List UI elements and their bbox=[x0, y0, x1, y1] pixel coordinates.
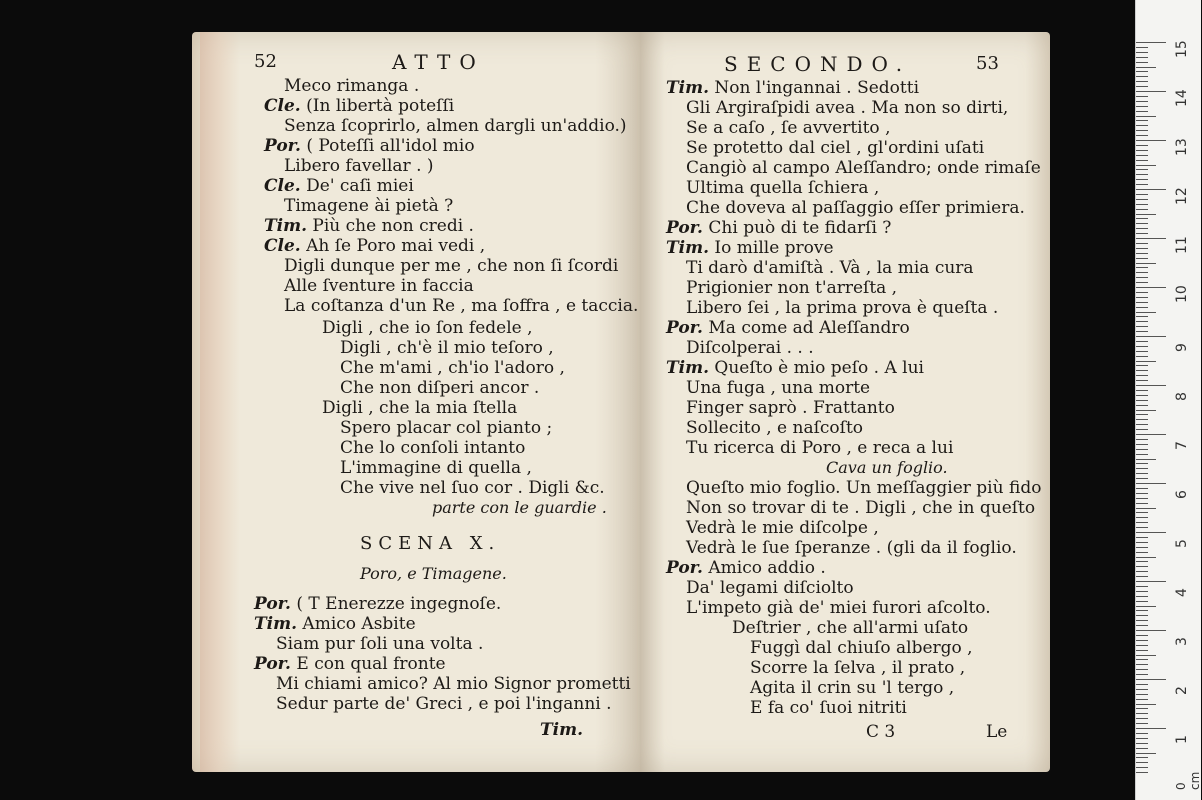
ruler-tick-minor bbox=[1136, 361, 1156, 362]
stage-direction: Cava un foglio. bbox=[826, 458, 948, 477]
text-line: Senza ſcoprirlo, almen dargli un'addio.) bbox=[284, 116, 627, 136]
ruler-tick-minor bbox=[1136, 351, 1148, 352]
text-line: Vedrà le ſue ſperanze . (gli da il foglio. bbox=[686, 538, 1017, 558]
ruler-tick-minor bbox=[1136, 341, 1148, 342]
text-line: Digli , che io ſon fedele , bbox=[322, 318, 533, 338]
ruler-tick-minor bbox=[1136, 380, 1148, 381]
ruler-tick-major bbox=[1136, 728, 1166, 729]
ruler-tick-major bbox=[1136, 287, 1166, 288]
text-line: Sedur parte de' Greci , e poi l'inganni . bbox=[276, 694, 612, 714]
text-line: Queſto mio foglio. Un meſſaggier più fido bbox=[686, 478, 1042, 498]
ruler-tick-minor bbox=[1136, 601, 1148, 602]
ruler-tick-minor bbox=[1136, 390, 1148, 391]
ruler-tick-minor bbox=[1136, 414, 1148, 415]
ruler-tick-minor bbox=[1136, 512, 1148, 513]
ruler-tick-minor bbox=[1136, 552, 1148, 553]
ruler-tick-minor bbox=[1136, 125, 1148, 126]
ruler-tick-minor bbox=[1136, 130, 1148, 131]
ruler-tick-minor bbox=[1136, 606, 1156, 607]
ruler-tick-minor bbox=[1136, 591, 1148, 592]
ruler-tick-minor bbox=[1136, 101, 1148, 102]
measuring-ruler bbox=[1135, 0, 1201, 800]
ruler-tick-minor bbox=[1136, 762, 1148, 763]
text-line: Che doveva al paſſaggio eſſer primiera. bbox=[686, 198, 1025, 218]
text-line: La coſtanza d'un Re , ma ſoffra , e taccia. bbox=[284, 296, 639, 316]
ruler-number: 15 bbox=[1174, 40, 1190, 58]
text-line: Agita il crin su 'l tergo , bbox=[750, 678, 955, 698]
ruler-tick-minor bbox=[1136, 331, 1148, 332]
text-line: Cle. (In libertà poteſſi bbox=[264, 96, 455, 116]
ruler-tick-minor bbox=[1136, 218, 1148, 219]
ruler-number: 8 bbox=[1174, 392, 1190, 401]
text-line: Por. Ma come ad Aleſſandro bbox=[666, 318, 910, 338]
text-line: Vedrà le mie diſcolpe , bbox=[686, 518, 879, 538]
text-line: Mi chiami amico? Al mio Signor prometti bbox=[276, 674, 631, 694]
ruler-tick-minor bbox=[1136, 478, 1148, 479]
ruler-tick-minor bbox=[1136, 772, 1148, 773]
left-page bbox=[192, 32, 640, 772]
ruler-tick-minor bbox=[1136, 596, 1148, 597]
text-line: Che vive nel ſuo cor . Digli &c. bbox=[340, 478, 605, 498]
ruler-tick-minor bbox=[1136, 155, 1148, 156]
ruler-tick-minor bbox=[1136, 199, 1148, 200]
ruler-tick-minor bbox=[1136, 689, 1148, 690]
text-line: Cle. De' caſi miei bbox=[264, 176, 414, 196]
ruler-tick-minor bbox=[1136, 547, 1148, 548]
ruler-tick-minor bbox=[1136, 527, 1148, 528]
left-page-number: 52 bbox=[254, 51, 277, 72]
ruler-tick-major bbox=[1136, 42, 1166, 43]
ruler-tick-minor bbox=[1136, 228, 1148, 229]
text-line: Libero favellar . ) bbox=[284, 156, 434, 176]
ruler-tick-major bbox=[1136, 532, 1166, 533]
ruler-tick-minor bbox=[1136, 76, 1148, 77]
text-line: L'immagine di quella , bbox=[340, 458, 532, 478]
ruler-tick-minor bbox=[1136, 674, 1148, 675]
ruler-tick-minor bbox=[1136, 223, 1148, 224]
text-line: Libero ſei , la prima prova è queſta . bbox=[686, 298, 999, 318]
text-line: Por. Amico addio . bbox=[666, 558, 826, 578]
ruler-tick-minor bbox=[1136, 57, 1148, 58]
ruler-tick-major bbox=[1136, 189, 1166, 190]
ruler-number: 3 bbox=[1174, 637, 1190, 646]
ruler-number: 2 bbox=[1174, 686, 1190, 695]
ruler-tick-minor bbox=[1136, 356, 1148, 357]
text-line: Siam pur ſoli una volta . bbox=[276, 634, 484, 654]
text-line: Finger saprò . Frattanto bbox=[686, 398, 895, 418]
ruler-tick-minor bbox=[1136, 150, 1148, 151]
ruler-tick-minor bbox=[1136, 620, 1148, 621]
ruler-tick-minor bbox=[1136, 625, 1148, 626]
ruler-tick-minor bbox=[1136, 71, 1148, 72]
ruler-tick-minor bbox=[1136, 561, 1148, 562]
text-line: Una fuga , una morte bbox=[686, 378, 871, 398]
ruler-tick-minor bbox=[1136, 615, 1148, 616]
open-book bbox=[192, 32, 1062, 782]
ruler-tick-minor bbox=[1136, 346, 1148, 347]
ruler-number: 12 bbox=[1174, 187, 1190, 205]
ruler-tick-minor bbox=[1136, 263, 1156, 264]
ruler-tick-minor bbox=[1136, 748, 1148, 749]
ruler-tick-minor bbox=[1136, 517, 1148, 518]
ruler-tick-minor bbox=[1136, 537, 1148, 538]
ruler-tick-minor bbox=[1136, 468, 1148, 469]
ruler-tick-minor bbox=[1136, 718, 1148, 719]
ruler-tick-minor bbox=[1136, 248, 1148, 249]
ruler-tick-minor bbox=[1136, 424, 1148, 425]
ruler-tick-minor bbox=[1136, 508, 1156, 509]
ruler-tick-minor bbox=[1136, 743, 1148, 744]
ruler-tick-minor bbox=[1136, 52, 1148, 53]
text-line: Alle ſventure in faccia bbox=[284, 276, 474, 296]
catchword: Le bbox=[986, 722, 1008, 742]
ruler-tick-minor bbox=[1136, 375, 1148, 376]
ruler-tick-minor bbox=[1136, 694, 1148, 695]
text-line: Spero placar col pianto ; bbox=[340, 418, 553, 438]
ruler-number: 5 bbox=[1174, 539, 1190, 548]
ruler-tick-minor bbox=[1136, 160, 1148, 161]
ruler-tick-minor bbox=[1136, 576, 1148, 577]
ruler-tick-minor bbox=[1136, 135, 1148, 136]
ruler-tick-minor bbox=[1136, 640, 1148, 641]
ruler-tick-minor bbox=[1136, 684, 1148, 685]
text-line: Cle. Ah ſe Poro mai vedi , bbox=[264, 236, 486, 256]
text-line: Tim. Amico Asbite bbox=[254, 614, 416, 634]
ruler-tick-minor bbox=[1136, 645, 1148, 646]
right-running-header: SECONDO. bbox=[724, 52, 912, 76]
ruler-tick-major bbox=[1136, 336, 1166, 337]
ruler-tick-minor bbox=[1136, 81, 1148, 82]
ruler-tick-minor bbox=[1136, 365, 1148, 366]
ruler-tick-minor bbox=[1136, 439, 1148, 440]
ruler-tick-minor bbox=[1136, 405, 1148, 406]
scene-persons: Poro, e Timagene. bbox=[360, 564, 507, 583]
ruler-tick-minor bbox=[1136, 704, 1156, 705]
ruler-tick-minor bbox=[1136, 566, 1148, 567]
ruler-tick-minor bbox=[1136, 449, 1148, 450]
ruler-tick-minor bbox=[1136, 267, 1148, 268]
text-line: Por. E con qual fronte bbox=[254, 654, 446, 674]
ruler-tick-minor bbox=[1136, 419, 1148, 420]
ruler-tick-minor bbox=[1136, 209, 1148, 210]
left-running-header: ATTO bbox=[392, 50, 485, 74]
ruler-unit-label: 0 cm bbox=[1174, 771, 1202, 790]
text-line: Tim. Io mille prove bbox=[666, 238, 834, 258]
ruler-tick-major bbox=[1136, 630, 1166, 631]
text-line: Ultima quella ſchiera , bbox=[686, 178, 880, 198]
ruler-tick-minor bbox=[1136, 292, 1148, 293]
text-line: Che non diſperi ancor . bbox=[340, 378, 540, 398]
catchword: Tim. bbox=[540, 720, 584, 740]
text-line: Timagene ài pietà ? bbox=[284, 196, 454, 216]
ruler-number: 6 bbox=[1174, 490, 1190, 499]
text-line: Sollecito , e naſcoſto bbox=[686, 418, 864, 438]
ruler-tick-minor bbox=[1136, 243, 1148, 244]
ruler-tick-minor bbox=[1136, 757, 1148, 758]
ruler-tick-minor bbox=[1136, 282, 1148, 283]
text-line: Meco rimanga . bbox=[284, 76, 420, 96]
ruler-number: 14 bbox=[1174, 89, 1190, 107]
ruler-tick-minor bbox=[1136, 302, 1148, 303]
ruler-tick-minor bbox=[1136, 326, 1148, 327]
text-line: Se protetto dal ciel , gl'ordini uſati bbox=[686, 138, 985, 158]
text-line: Tu ricerca di Poro , e reca a lui bbox=[686, 438, 954, 458]
text-line: Por. Chi può di te fidarſi ? bbox=[666, 218, 892, 238]
ruler-number: 11 bbox=[1174, 236, 1190, 254]
text-line: Por. ( T Enerezze ingegnoſe. bbox=[254, 594, 502, 614]
text-line: Se a caſo , ſe avvertito , bbox=[686, 118, 891, 138]
ruler-tick-minor bbox=[1136, 459, 1156, 460]
ruler-tick-minor bbox=[1136, 145, 1148, 146]
text-line: Por. ( Poteſſi all'idol mio bbox=[264, 136, 475, 156]
ruler-tick-minor bbox=[1136, 571, 1148, 572]
text-line: Gli Argiraſpidi avea . Ma non so dirti, bbox=[686, 98, 1009, 118]
text-line: Deſtrier , che all'armi uſato bbox=[732, 618, 969, 638]
ruler-tick-minor bbox=[1136, 463, 1148, 464]
ruler-tick-minor bbox=[1136, 174, 1148, 175]
ruler-tick-minor bbox=[1136, 753, 1156, 754]
right-page bbox=[640, 32, 1050, 772]
ruler-tick-major bbox=[1136, 238, 1166, 239]
ruler-tick-minor bbox=[1136, 493, 1148, 494]
ruler-number: 7 bbox=[1174, 441, 1190, 450]
ruler-tick-minor bbox=[1136, 713, 1148, 714]
ruler-tick-minor bbox=[1136, 723, 1148, 724]
ruler-tick-minor bbox=[1136, 400, 1148, 401]
ruler-tick-major bbox=[1136, 679, 1166, 680]
ruler-tick-minor bbox=[1136, 586, 1148, 587]
text-line: Scorre la ſelva , il prato , bbox=[750, 658, 966, 678]
ruler-tick-minor bbox=[1136, 557, 1156, 558]
ruler-tick-minor bbox=[1136, 659, 1148, 660]
ruler-tick-minor bbox=[1136, 650, 1148, 651]
text-line: E fa co' ſuoi nitriti bbox=[750, 698, 907, 718]
ruler-tick-minor bbox=[1136, 395, 1148, 396]
ruler-tick-minor bbox=[1136, 307, 1148, 308]
text-line: Digli dunque per me , che non ſi ſcordi bbox=[284, 256, 619, 276]
ruler-tick-minor bbox=[1136, 708, 1148, 709]
ruler-tick-minor bbox=[1136, 194, 1148, 195]
ruler-tick-minor bbox=[1136, 184, 1148, 185]
ruler-tick-minor bbox=[1136, 316, 1148, 317]
stage-direction: parte con le guardie . bbox=[432, 498, 607, 517]
text-line: Diſcolperai . . . bbox=[686, 338, 814, 358]
text-line: Tim. Più che non credi . bbox=[264, 216, 474, 236]
ruler-tick-minor bbox=[1136, 96, 1148, 97]
page-edge-stain bbox=[200, 32, 240, 772]
ruler-tick-minor bbox=[1136, 321, 1148, 322]
ruler-tick-major bbox=[1136, 581, 1166, 582]
ruler-tick-minor bbox=[1136, 62, 1148, 63]
ruler-tick-minor bbox=[1136, 669, 1148, 670]
ruler-tick-minor bbox=[1136, 503, 1148, 504]
ruler-tick-major bbox=[1136, 91, 1166, 92]
text-line: Che m'ami , ch'io l'adoro , bbox=[340, 358, 565, 378]
ruler-tick-minor bbox=[1136, 370, 1148, 371]
ruler-number: 10 bbox=[1174, 285, 1190, 303]
ruler-number: 9 bbox=[1174, 343, 1190, 352]
ruler-tick-minor bbox=[1136, 111, 1148, 112]
signature-mark: C 3 bbox=[866, 722, 896, 742]
ruler-tick-minor bbox=[1136, 253, 1148, 254]
ruler-tick-minor bbox=[1136, 473, 1148, 474]
ruler-tick-major bbox=[1136, 434, 1166, 435]
ruler-number: 13 bbox=[1174, 138, 1190, 156]
ruler-tick-major bbox=[1136, 483, 1166, 484]
ruler-tick-minor bbox=[1136, 610, 1148, 611]
text-line: Ti darò d'amiſtà . Và , la mia cura bbox=[686, 258, 974, 278]
ruler-tick-minor bbox=[1136, 454, 1148, 455]
ruler-tick-minor bbox=[1136, 733, 1148, 734]
ruler-tick-minor bbox=[1136, 522, 1148, 523]
ruler-tick-minor bbox=[1136, 297, 1148, 298]
ruler-tick-minor bbox=[1136, 165, 1156, 166]
ruler-tick-minor bbox=[1136, 258, 1148, 259]
ruler-tick-minor bbox=[1136, 86, 1148, 87]
text-line: L'impeto già de' miei furori aſcolto. bbox=[686, 598, 991, 618]
ruler-tick-major bbox=[1136, 385, 1166, 386]
ruler-tick-minor bbox=[1136, 429, 1148, 430]
ruler-tick-minor bbox=[1136, 233, 1148, 234]
text-line: Tim. Non l'ingannai . Sedotti bbox=[666, 78, 920, 98]
ruler-tick-minor bbox=[1136, 655, 1156, 656]
ruler-tick-minor bbox=[1136, 67, 1156, 68]
text-line: Cangiò al campo Aleſſandro; onde rimaſe bbox=[686, 158, 1041, 178]
ruler-tick-minor bbox=[1136, 106, 1148, 107]
text-line: Prigionier non t'arreſta , bbox=[686, 278, 898, 298]
text-line: Tim. Queſto è mio peſo . A lui bbox=[666, 358, 924, 378]
right-page-number: 53 bbox=[976, 53, 999, 74]
text-line: Digli , che la mia ſtella bbox=[322, 398, 518, 418]
ruler-tick-minor bbox=[1136, 635, 1148, 636]
ruler-tick-minor bbox=[1136, 410, 1156, 411]
ruler-number: 4 bbox=[1174, 588, 1190, 597]
ruler-tick-minor bbox=[1136, 767, 1148, 768]
ruler-tick-minor bbox=[1136, 312, 1156, 313]
text-line: Digli , ch'è il mio teſoro , bbox=[340, 338, 554, 358]
ruler-tick-minor bbox=[1136, 120, 1148, 121]
ruler-tick-minor bbox=[1136, 116, 1156, 117]
ruler-tick-minor bbox=[1136, 498, 1148, 499]
ruler-tick-minor bbox=[1136, 444, 1148, 445]
ruler-tick-minor bbox=[1136, 204, 1148, 205]
scene-title: SCENA X. bbox=[360, 533, 501, 554]
ruler-tick-minor bbox=[1136, 169, 1148, 170]
ruler-tick-minor bbox=[1136, 277, 1148, 278]
ruler-tick-minor bbox=[1136, 664, 1148, 665]
ruler-tick-minor bbox=[1136, 214, 1156, 215]
ruler-tick-major bbox=[1136, 140, 1166, 141]
ruler-tick-minor bbox=[1136, 738, 1148, 739]
text-line: Da' legami diſciolto bbox=[686, 578, 854, 598]
text-line: Che lo conſoli intanto bbox=[340, 438, 526, 458]
ruler-tick-minor bbox=[1136, 699, 1148, 700]
text-line: Non so trovar di te . Digli , che in queſto bbox=[686, 498, 1036, 518]
text-line: Fuggì dal chiuſo albergo , bbox=[750, 638, 973, 658]
ruler-tick-minor bbox=[1136, 488, 1148, 489]
ruler-number: 1 bbox=[1174, 735, 1190, 744]
ruler-tick-minor bbox=[1136, 272, 1148, 273]
ruler-tick-minor bbox=[1136, 47, 1148, 48]
ruler-tick-minor bbox=[1136, 542, 1148, 543]
ruler-tick-minor bbox=[1136, 179, 1148, 180]
